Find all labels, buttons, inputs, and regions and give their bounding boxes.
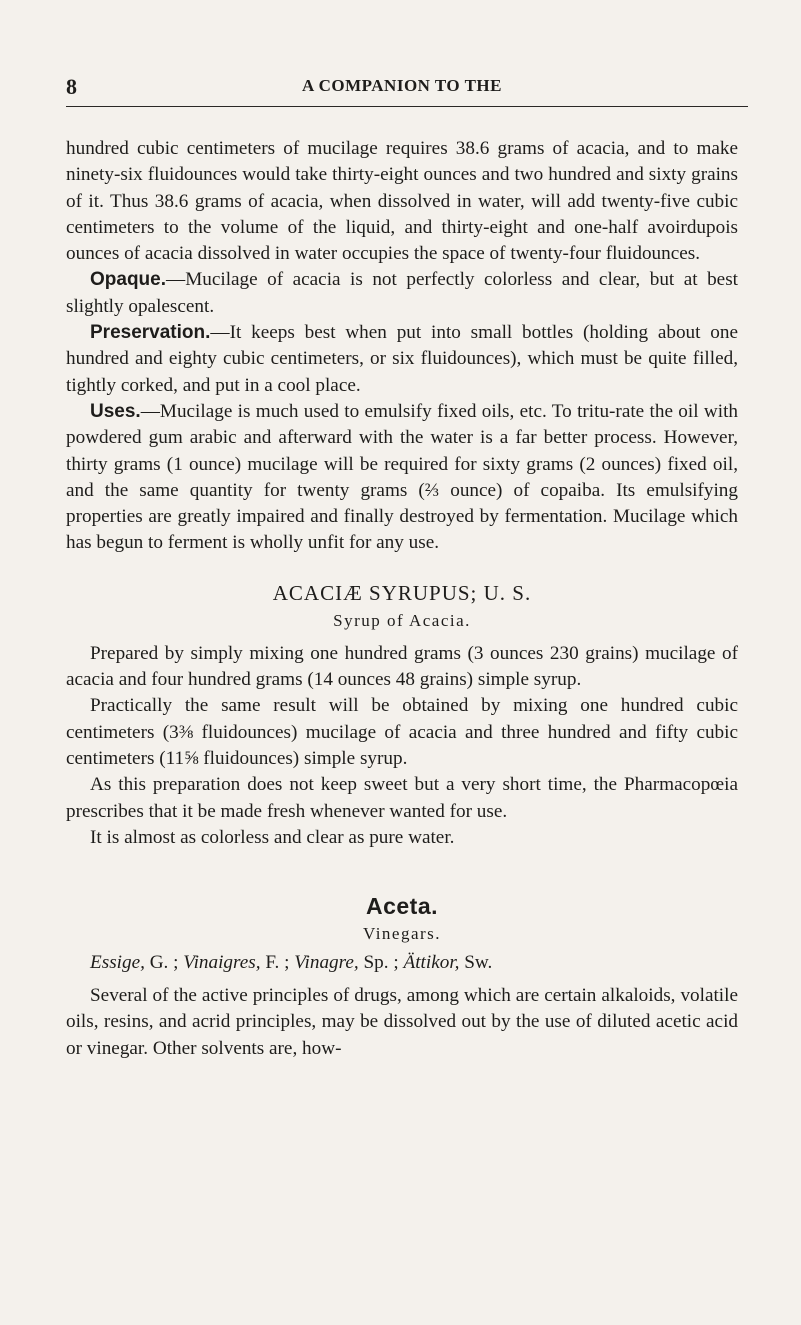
preservation-paragraph <box>66 320 738 399</box>
aceta-section-title: Aceta. <box>365 893 439 920</box>
synonym-french: Vinaigres, <box>183 952 261 974</box>
synonym-spanish: Vinagre, <box>294 952 359 974</box>
page-number: 8 <box>66 74 77 99</box>
aceta-paragraph-1: Several of the active principles of drugs, among which are certain alkaloids, volatile oils, resins, and acrid principles, may be dissolved out by the use of diluted acetic acid or vinegar. Other solvents are, how- <box>66 985 738 1059</box>
uses-term: Uses. <box>90 400 141 422</box>
synonym-swedish-lang: Sw. <box>459 952 493 974</box>
uses-paragraph <box>66 399 738 557</box>
syrup-section-subtitle: Syrup of Acacia. <box>333 610 471 630</box>
uses-text: —Mucilage is much used to emulsify fixed oils, etc. To tritu-rate the oil with powdered gum arabic and afterward with the water is a far better process. However, thirty grams (1 ounce) mucilage will be required for sixty grams (2 ounces) fixed oil, and the same quantity for twenty grams (⅔ ounce) of copaiba. Its emulsifying properties are greatly impaired and finally destroyed by fermentation. Mucilage which has begun to ferment is wholly unfit for any use. <box>66 400 738 554</box>
preservation-term: Preservation. <box>90 322 211 344</box>
synonym-german-lang: G. ; <box>144 952 184 974</box>
preservation-text: —It keeps best when put into small bottles (holding about one hundred and eighty cubic centimeters, or six fluidounces), which must be quite filled, tightly corked, and put in a cool place. <box>66 322 738 396</box>
aceta-synonyms <box>66 949 738 977</box>
opaque-text: —Mucilage of acacia is not perfectly colorless and clear, but at best slightly opalescent. <box>66 269 738 317</box>
book-page <box>66 62 738 1062</box>
synonym-french-lang: F. ; <box>260 952 295 974</box>
header-rule <box>66 106 748 107</box>
aceta-section-subtitle: Vinegars. <box>362 924 442 944</box>
page-header <box>66 62 738 98</box>
running-head: A COMPANION TO THE <box>302 76 502 95</box>
syrup-paragraph-2: Practically the same result will be obtained by mixing one hundred cubic centimeters (3⅜ fluidounces) mucilage of acacia and three hundred and fifty cubic centimeters (11⅝ fluidounces) simple syrup. <box>66 695 738 769</box>
synonym-german: Essige, <box>90 952 145 974</box>
synonym-spanish-lang: Sp. ; <box>358 952 404 974</box>
opaque-paragraph <box>66 267 738 320</box>
mucilage-intro-paragraph: hundred cubic centimeters of mucilage requires 38.6 grams of acacia, and to make ninety-six fluidounces would take thirty-eight ounces and two hundred and sixty grains of it. Thus 38.6 grams of acacia, when dissolved in water, will add twenty-five cubic centimeters to the volume of the liquid, and thirty-eight and one-half avoirdupois ounces of acacia dissolved in water occupies the space of twenty-four fluidounces. <box>66 138 738 265</box>
opaque-term: Opaque. <box>90 269 167 291</box>
synonym-swedish: Ättikor, <box>403 952 460 974</box>
page-body <box>66 136 738 1062</box>
syrup-paragraph-3: As this preparation does not keep sweet but a very short time, the Pharmacopœia prescribes that it be made fresh whenever wanted for use. <box>66 774 738 822</box>
syrup-paragraph-1: Prepared by simply mixing one hundred grams (3 ounces 230 grains) mucilage of acacia and four hundred grams (14 ounces 48 grains) simple syrup. <box>66 642 738 691</box>
syrup-paragraph-4: It is almost as colorless and clear as pure water. <box>90 826 455 848</box>
syrup-section-title: ACACIÆ SYRUPUS; U. S. <box>272 580 532 605</box>
